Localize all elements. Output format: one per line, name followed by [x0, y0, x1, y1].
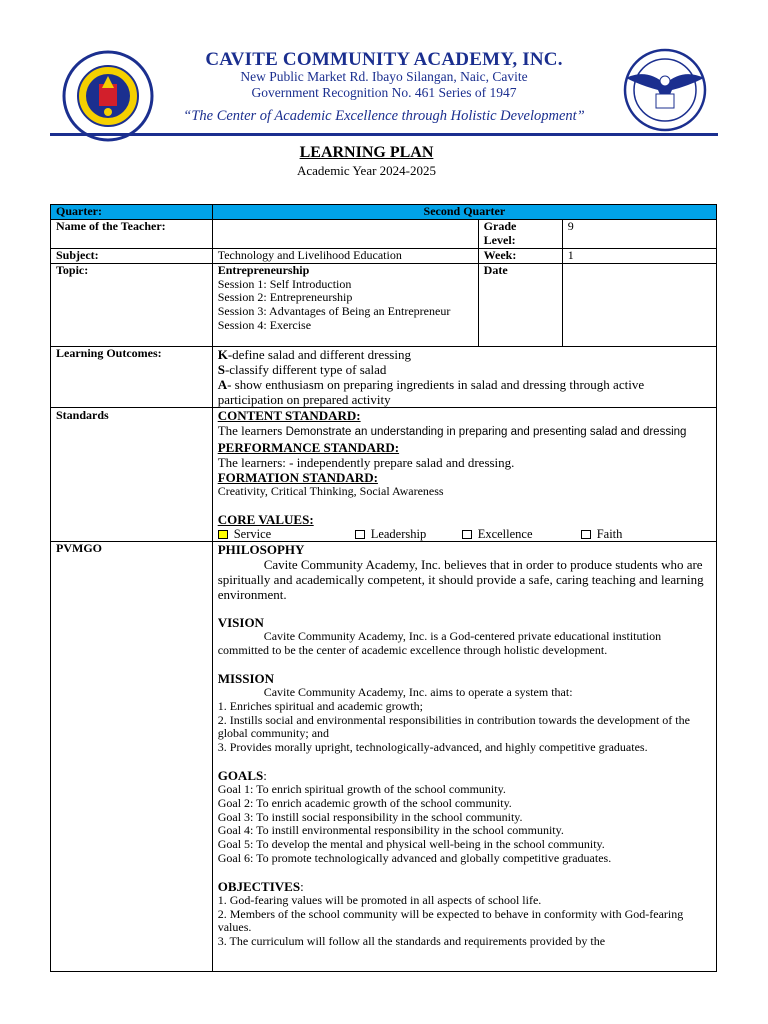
vision-text: Cavite Community Academy, Inc. is a God-centered private educational institution committed to be the center of academic excellence through holistic development. [217, 629, 662, 658]
topic-row [51, 263, 717, 346]
standards-cell [212, 407, 716, 542]
core-value-excellence[interactable]: Excellence [462, 528, 581, 542]
document-title: LEARNING PLAN [299, 144, 434, 161]
pvmgo-label: PVMGO [51, 542, 213, 972]
school-address: New Public Market Rd. Ibayo Silangan, Naic, Cavite [240, 69, 528, 84]
week-value[interactable]: 1 [562, 249, 716, 264]
grade-level-label [478, 220, 562, 249]
philosophy-heading: PHILOSOPHY [217, 542, 305, 558]
session-item: Session 4: Exercise [217, 317, 312, 332]
goals-heading: GOALS: [217, 767, 267, 783]
content-standard-heading: CONTENT STANDARD: [217, 407, 361, 423]
grade-label-line1: Grade [483, 219, 517, 233]
grade-level-value[interactable]: 9 [562, 220, 716, 249]
goal-item: Goal 4: To instill environmental responsibility in the school community. [217, 823, 564, 838]
goal-item: Goal 5: To develop the mental and physical well-being in the school community. [217, 837, 605, 852]
subject-value[interactable]: Technology and Livelihood Education [212, 249, 478, 264]
mission-item: 2. Instills social and environmental responsibilities in contribution towards the development of the global community; and [217, 712, 690, 741]
topic-title: Entrepreneurship [217, 262, 310, 277]
formation-standard-text: Creativity, Critical Thinking, Social Awareness [217, 483, 444, 498]
standards-label: Standards [51, 407, 213, 542]
philosophy-text: Cavite Community Academy, Inc. believes that in order to produce students who are spiritually and academically competent, it should provide a safe, caring teaching and learning environment. [217, 557, 704, 603]
grade-label-line2: Level: [483, 232, 516, 247]
school-name: CAVITE COMMUNITY ACADEMY, INC. [205, 49, 563, 70]
school-motto: “The Center of Academic Excellence through Holistic Development” [183, 108, 585, 124]
formation-standard-heading: FORMATION STANDARD: [217, 469, 378, 485]
document-header [0, 0, 768, 140]
goal-item: Goal 2: To enrich academic growth of the school community. [217, 795, 512, 810]
topic-label: Topic: [51, 263, 213, 346]
week-label: Week: [478, 249, 562, 264]
objectives-heading: OBJECTIVES: [217, 878, 304, 894]
quarter-value: Second Quarter [212, 205, 716, 220]
outcome-item: A- show enthusiasm on preparing ingredients in salad and dressing through active participation on prepared activity [217, 376, 645, 407]
session-item: Session 3: Advantages of Being an Entrepreneur [217, 304, 451, 319]
objective-item: 1. God-fearing values will be promoted in all aspects of school life. [217, 892, 542, 907]
teacher-value[interactable] [212, 220, 478, 249]
header-divider [50, 133, 718, 136]
learning-outcomes-cell [212, 346, 716, 407]
teacher-row [51, 220, 717, 249]
mission-item: 3. Provides morally upright, technologically-advanced, and highly competitive graduates. [217, 740, 648, 755]
date-value[interactable] [562, 263, 716, 346]
outcome-item: S-classify different type of salad [217, 361, 387, 377]
date-label: Date [478, 263, 562, 346]
goal-item: Goal 6: To promote technologically advanced and globally competitive graduates. [217, 850, 612, 865]
learning-outcomes-row [51, 346, 717, 407]
checkbox-checked-icon[interactable] [218, 530, 228, 539]
outcome-item: K-define salad and different dressing [217, 346, 411, 362]
objective-item: 3. The curriculum will follow all the standards and requirements provided by the [217, 934, 606, 949]
quarter-row [51, 205, 717, 220]
mission-heading: MISSION [217, 670, 275, 686]
pvmgo-cell [212, 542, 716, 972]
session-item: Session 2: Entrepreneurship [217, 290, 353, 305]
subject-label: Subject: [51, 249, 213, 264]
core-value-faith[interactable]: Faith [581, 528, 623, 542]
academic-year: Academic Year 2024-2025 [297, 163, 436, 178]
mission-intro: Cavite Community Academy, Inc. aims to operate a system that: [263, 684, 573, 699]
performance-standard-text: The learners: - independently prepare salad and dressing. [217, 454, 515, 470]
performance-standard-heading: PERFORMANCE STANDARD: [217, 439, 400, 455]
learning-outcomes-label: Learning Outcomes: [51, 346, 213, 407]
checkbox-icon[interactable] [581, 530, 591, 539]
session-item: Session 1: Self Introduction [217, 276, 352, 291]
objective-item: 2. Members of the school community will be expected to behave in conformity with God-fearing values. [217, 906, 684, 935]
learning-plan-table [50, 204, 717, 972]
government-recognition: Government Recognition No. 461 Series of 1947 [251, 85, 517, 100]
teacher-label: Name of the Teacher: [51, 220, 213, 249]
standards-row [51, 407, 717, 542]
checkbox-icon[interactable] [355, 530, 365, 539]
goal-item: Goal 1: To enrich spiritual growth of the school community. [217, 781, 506, 796]
mission-item: 1. Enriches spiritual and academic growth; [217, 698, 423, 713]
topic-cell [212, 263, 478, 346]
vision-heading: VISION [217, 615, 264, 631]
goal-item: Goal 3: To instill social responsibility in the school community. [217, 809, 523, 824]
core-value-leadership[interactable]: Leadership [355, 528, 462, 542]
checkbox-icon[interactable] [462, 530, 472, 539]
subject-row [51, 249, 717, 264]
core-values-list [218, 528, 711, 542]
quarter-label: Quarter: [51, 205, 213, 220]
content-standard-text: The learners Demonstrate an understanding in preparing and presenting salad and dressing [217, 422, 687, 438]
core-values-heading: CORE VALUES: [217, 511, 314, 527]
core-value-service[interactable]: Service [218, 528, 355, 542]
pvmgo-row [51, 542, 717, 972]
